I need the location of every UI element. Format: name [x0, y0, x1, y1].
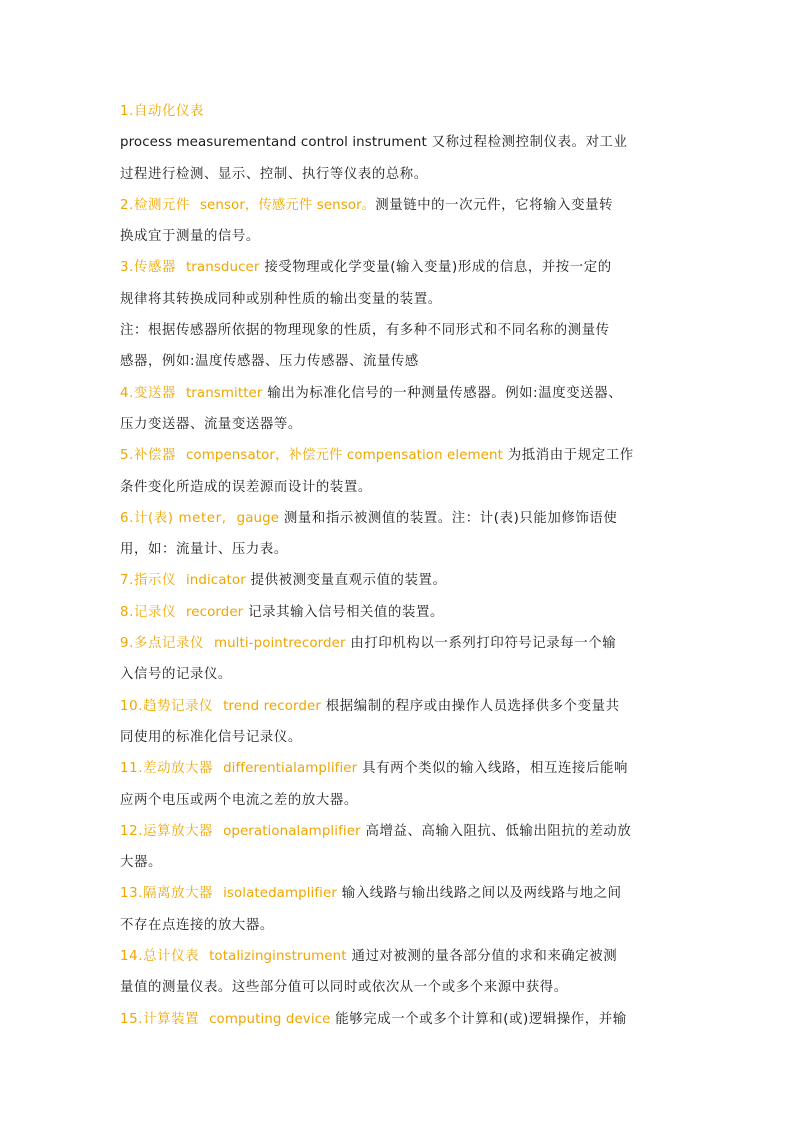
text-line: [120, 96, 675, 127]
text-line: [120, 346, 675, 377]
term-english: sensor，传感元件 sensor。: [199, 197, 376, 213]
text-line: [120, 941, 675, 972]
term-heading: 15.计算装置: [120, 1011, 200, 1027]
body-text: 接受物理或化学变量(输入变量)形成的信息，并按一定的: [259, 260, 612, 276]
body-text: 量值的测量仪表。这些部分值可以同时或依次从一个或多个来源中获得。: [120, 980, 568, 996]
text-line: [120, 722, 675, 753]
term-english: gauge: [236, 510, 280, 526]
body-text: 应两个电压或两个电流之差的放大器。: [120, 792, 358, 808]
body-text: 换成宜于测量的信号。: [120, 229, 260, 245]
body-text: 入信号的记录仪。: [120, 667, 232, 683]
text-line: [120, 221, 675, 252]
term-heading: 4.变送器: [120, 385, 176, 401]
text-line: [120, 315, 675, 346]
term-heading: 11.差动放大器: [120, 761, 214, 777]
body-text: 用，如：流量计、压力表。: [120, 542, 288, 558]
term-heading: 14.总计仪表: [120, 949, 200, 965]
text-line: [120, 565, 675, 596]
term-heading: 9.多点记录仪: [120, 636, 204, 652]
text-line: [120, 503, 675, 534]
term-english: indicator: [185, 573, 246, 589]
term-english: differentialamplifier: [223, 761, 358, 777]
term-english: transmitter: [185, 385, 263, 401]
body-text: 能够完成一个或多个计算和(或)逻辑操作，并输: [330, 1011, 627, 1027]
text-line: [120, 409, 675, 440]
text-line: [120, 816, 675, 847]
term-heading: 3.传感器: [120, 260, 176, 276]
text-line: [120, 785, 675, 816]
text-line: [120, 190, 675, 221]
text-line: [120, 378, 675, 409]
body-text: 为抵消由于规定工作: [502, 448, 634, 464]
term-english: compensator，补偿元件 compensation element: [185, 448, 503, 464]
text-line: [120, 127, 675, 158]
term-heading: 5.补偿器: [120, 448, 176, 464]
body-text: 高增益、高输入阻抗、低输出阻抗的差动放: [360, 823, 632, 839]
term-heading: 1.自动化仪表: [120, 104, 204, 119]
text-line: [120, 691, 675, 722]
term-english: transducer: [185, 260, 260, 276]
text-line: [120, 972, 675, 1003]
term-heading: 2.检测元件: [120, 197, 190, 213]
term-heading: 10.趋势记录仪: [120, 698, 214, 714]
term-english: trend recorder: [223, 698, 321, 714]
body-text: 大器。: [120, 855, 162, 871]
body-text: 通过对被测的量各部分值的求和来确定被测: [346, 949, 618, 965]
text-line: [120, 910, 675, 941]
body-text: 条件变化所造成的误差源而设计的装置。: [120, 479, 372, 495]
body-text: 提供被测变量直观示值的装置。: [245, 573, 447, 589]
term-heading: 13.隔离放大器: [120, 886, 214, 902]
text-line: [120, 440, 675, 471]
document-page: [120, 96, 675, 1035]
body-text: 规律将其转换成同种或别种性质的输出变量的装置。: [120, 291, 442, 307]
text-line: [120, 534, 675, 565]
body-text: 感器，例如:温度传感器、压力传感器、流量传感: [120, 354, 419, 370]
text-line: [120, 878, 675, 909]
body-text: 输入线路与输出线路之间以及两线路与地之间: [336, 886, 622, 902]
term-english: multi-pointrecorder: [213, 636, 346, 652]
text-line: [120, 1004, 675, 1035]
english-term: process measurementand control instrument: [120, 135, 427, 151]
text-line: [120, 597, 675, 628]
body-text: 根据编制的程序或由操作人员选择供多个变量共: [320, 698, 620, 714]
term-english: computing device: [209, 1011, 331, 1027]
body-text: 压力变送器、流量变送器等。: [120, 416, 302, 432]
body-text: 记录其输入信号相关值的装置。: [243, 604, 445, 620]
body-text: 注：根据传感器所依据的物理现象的性质，有多种不同形式和不同名称的测量传: [120, 323, 610, 339]
term-english: recorder: [185, 604, 244, 620]
term-heading: 7.指示仪: [120, 573, 176, 589]
text-line: [120, 628, 675, 659]
term-heading: 8.记录仪: [120, 604, 176, 620]
body-text: 同使用的标准化信号记录仪。: [120, 729, 302, 745]
body-text: 由打印机构以一系列打印符号记录每一个输: [345, 636, 617, 652]
body-text: 测量和指示被测值的装置。注：计(表)只能加修饰语使: [279, 510, 618, 526]
body-text: 输出为标准化信号的一种测量传感器。例如:温度变送器、: [262, 385, 623, 401]
body-text: 又称过程检测控制仪表。对工业: [426, 135, 628, 151]
body-text: 不存在点连接的放大器。: [120, 917, 274, 933]
term-english: totalizinginstrument: [209, 949, 347, 965]
text-line: [120, 472, 675, 503]
text-line: [120, 753, 675, 784]
term-english: isolatedamplifier: [223, 886, 337, 902]
term-heading: 6.计(表) meter,: [120, 510, 227, 526]
term-english: operationalamplifier: [223, 823, 361, 839]
text-line: [120, 847, 675, 878]
text-line: [120, 659, 675, 690]
text-line: [120, 284, 675, 315]
body-text: 测量链中的一次元件，它将输入变量转: [375, 197, 614, 213]
body-text: 过程进行检测、显示、控制、执行等仪表的总称。: [120, 166, 428, 182]
body-text: 具有两个类似的输入线路，相互连接后能响: [357, 761, 628, 777]
term-heading: 12.运算放大器: [120, 823, 214, 839]
text-line: [120, 159, 675, 190]
text-line: [120, 252, 675, 283]
